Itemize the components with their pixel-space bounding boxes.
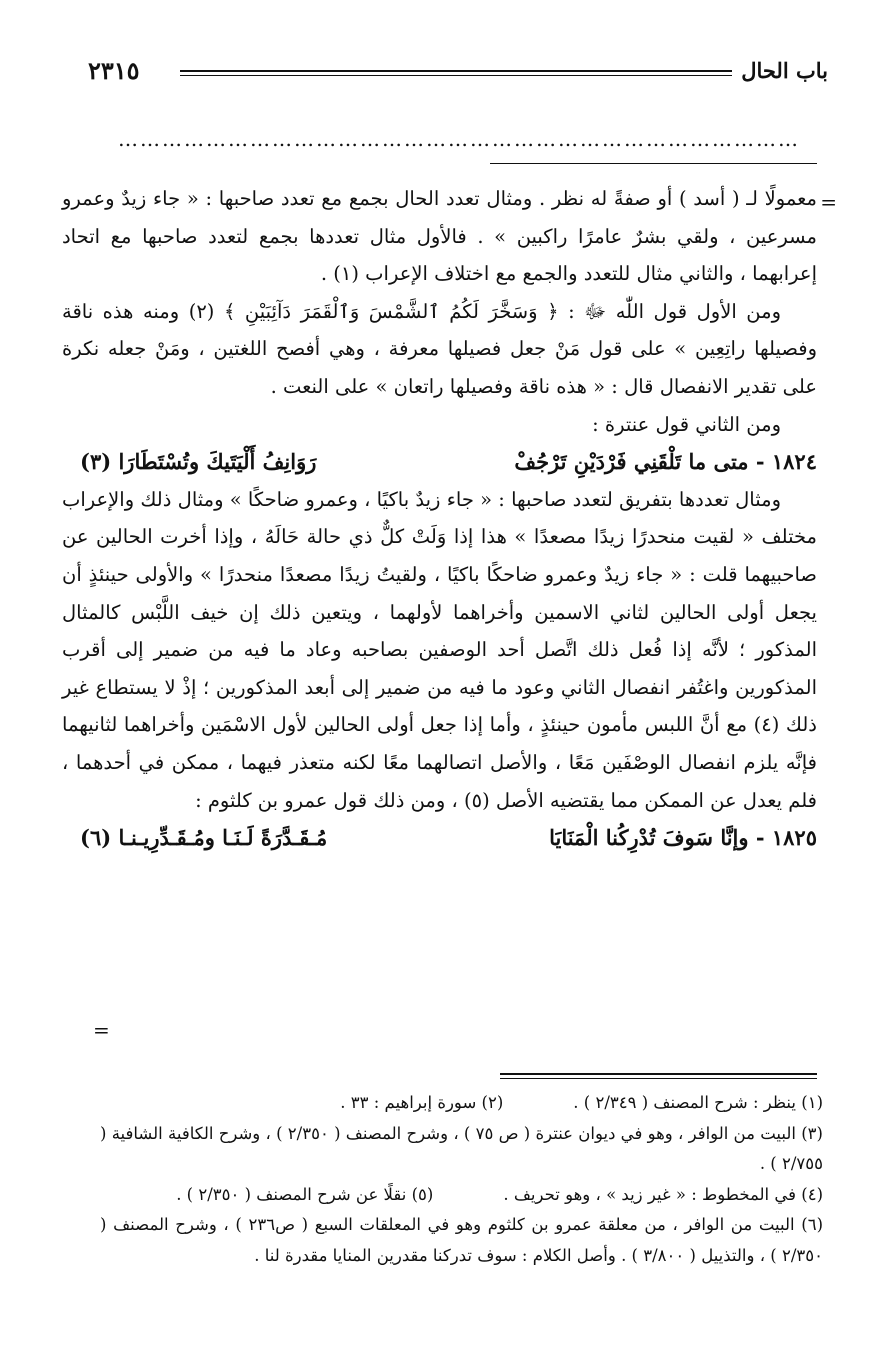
paragraph-1: معمولًا لـ ( أسد ) أو صفةً له نظر . ومثال تعدد الحال بجمع مع تعدد صاحبها : « جاء زيدٌ وعمرو مسرعين ، ولقي بشرٌ عامرًا راكبين » . فالأول مثال تعددها بجمع لتعدد صاحبها مع اتحاد إعرابهما ، والثاني مثال للتعدد والجمع مع اختلاف الإعراب (١) .	[62, 187, 817, 286]
header-rule	[180, 70, 732, 72]
continuation-mark-top: =	[820, 190, 837, 214]
footnote-row-1-2	[100, 1088, 823, 1119]
verse-1825-first-hemistich: ١٨٢٥ - وإنَّا سَوفَ تُدْرِكُنا الْمَنَايَا	[549, 825, 817, 851]
footnotes	[100, 1088, 823, 1271]
verse-1824-first-hemistich: ١٨٢٤ - متى ما تَلْقَنِي فَرْدَيْنِ تَرْجُفْ	[514, 449, 817, 475]
footnote-rule	[500, 1073, 817, 1075]
page-number: ٢٣١٥	[88, 56, 140, 85]
dotted-separator: …………………………………………………………………………………	[118, 129, 800, 149]
footnote-1: (١) ينظر : شرح المصنف ( ٢/٣٤٩ ) .	[573, 1093, 823, 1112]
verse-1824	[62, 443, 817, 481]
verse-1825	[62, 819, 817, 857]
paragraph-4: ومثال تعددها بتفريق لتعدد صاحبها : « جاء زيدٌ باكيًا ، وعمرو ضاحكًا » ومثال ذلك والإعراب مختلف « لقيت منحدرًا زيدًا مصعدًا » هذا إذا وَلَتْ كلٌّ ذي حالة حَالَهُ ، وإذا أخرت الحالين عن صاحبيهما قلت : « جاء زيدٌ وعمرو ضاحكًا باكيًا ، ولقيتُ زيدًا مصعدًا منحدرًا » والأولى حينئذٍ أن يجعل أولى الحالين لثاني الاسمين وأخراهما لأولهما ، ويتعين ذلك إن خيف اللَّبْس كالمثال المذكور ؛ لأنَّه إذا فُعل ذلك اتَّصل أحد الوصفين بصاحبه وعاد ما فيه من ضمير إلى أقرب المذكورين واغتُفر انفصال الثاني وعود ما فيه من ضمير إلى أبعد المذكورين ؛ إذْ لا يستطاع غير ذلك (٤) مع أنَّ اللبس مأمون حينئذٍ ، وأما إذا جعل أولى الحالين لأول الاسْمَين وأخراهما لثانيهما فإنَّه يلزم انفصال الوصْفَين مَعًا ، والأصل اتصالهما معًا لكنه متعذر فيهما ، ممكن في أحدهما ، فلم يعدل عن الممكن مما يقتضيه الأصل (٥) ، ومن ذلك قول عمرو بن كلثوم :	[62, 487, 817, 812]
verse-1825-second-hemistich: مُـقَـدَّرَةً لَـنَـا ومُـقَـدِّرِيـنـا (٦)	[80, 825, 328, 851]
paragraph-3: ومن الثاني قول عنترة :	[592, 412, 781, 436]
footnote-5: (٥) نقلًا عن شرح المصنف ( ٢/٣٥٠ ) .	[176, 1184, 434, 1204]
continuation-mark-bottom: =	[93, 1018, 110, 1042]
footnote-4: (٤) في المخطوط : « غير زيد » ، وهو تحريف .	[503, 1184, 823, 1204]
chapter-title: باب الحال	[741, 58, 828, 83]
section-rule	[490, 163, 817, 164]
footnote-6: (٦) البيت من الوافر ، من معلقة عمرو بن كلثوم وهو في المعلقات السبع ( ص٢٣٦ ) ، وشرح المصنف ( ٢/٣٥٠ ) ، والتذييل ( ٣/٨٠٠ ) . وأصل الكلام : سوف تدركنا مقدرين المنايا مقدرة لنا .	[100, 1215, 823, 1265]
footnote-3: (٣) البيت من الوافر ، وهو في ديوان عنترة ( ص ٧٥ ) ، وشرح المصنف ( ٢/٣٥٠ ) ، وشرح الكافية الشافية ( ٢/٧٥٥ ) .	[100, 1123, 823, 1173]
footnote-rule-thin	[500, 1078, 817, 1079]
main-text	[62, 180, 817, 857]
header-rule-thin	[180, 75, 732, 76]
footnote-row-4-5	[100, 1180, 823, 1211]
paragraph-2: ومن الأول قول اللّٰه ﷻ : ﴿ وَسَخَّرَ لَكُمُ ٱلشَّمْسَ وَٱلْقَمَرَ دَآئِبَيْنِ ﴾ (٢) ومنه هذه ناقة وفصيلها راتِعِين » على قول مَنْ جعل فصيلها معرفة ، وهي أفصح اللغتين ، ومَنْ جعله نكرة على تقدير الانفصال قال : « هذه ناقة وفصيلها راتعان » على النعت .	[62, 299, 817, 398]
footnote-2: (٢) سورة إبراهيم : ٣٣ .	[340, 1093, 504, 1112]
verse-1824-second-hemistich: رَوَانِفُ أَلْيَتَيكَ وتُسْتَطَارَا (٣)	[80, 449, 317, 475]
